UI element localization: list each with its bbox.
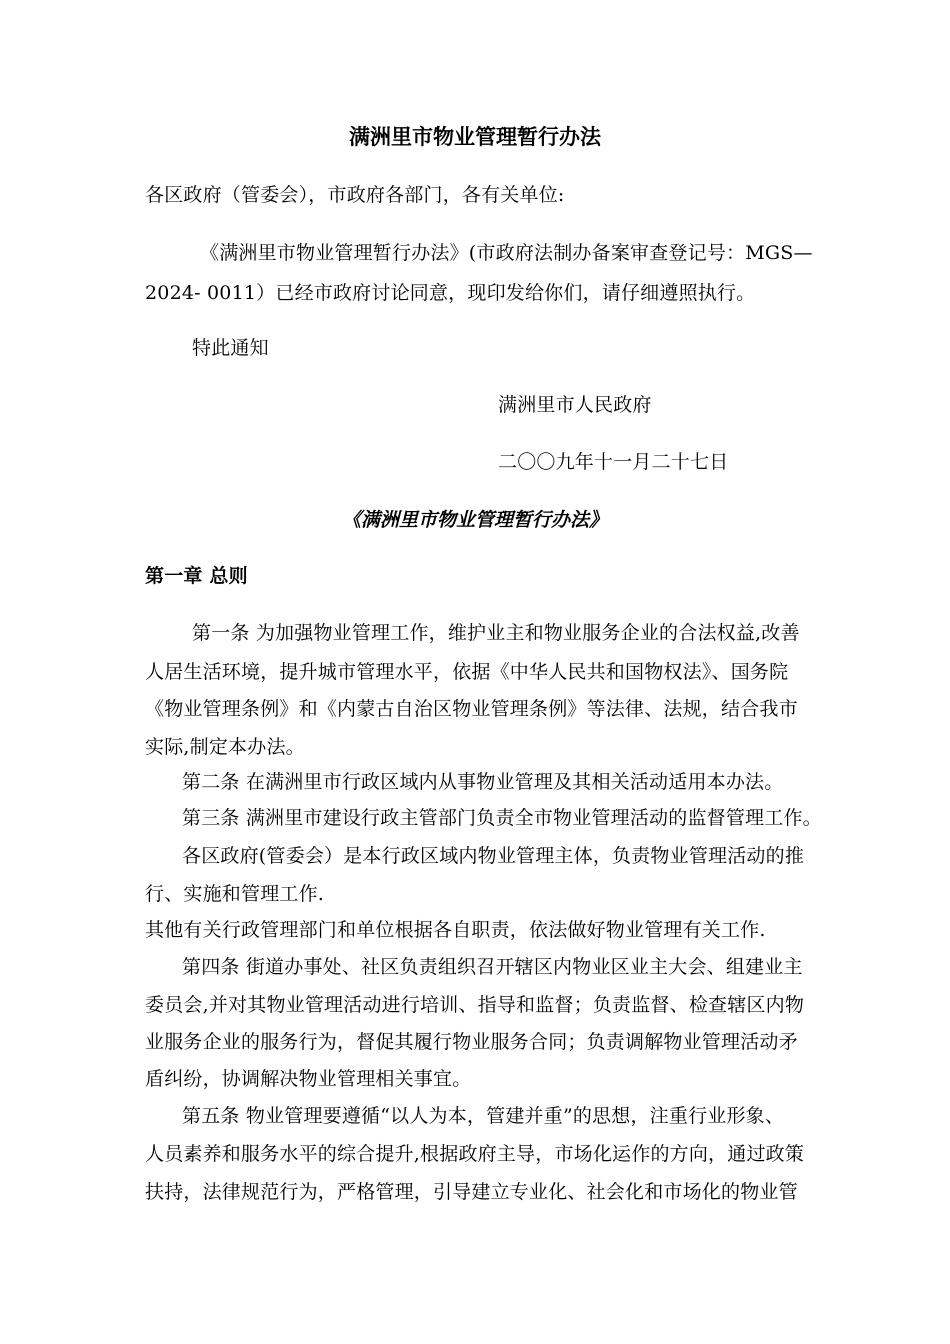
article-1-line: 实际,制定本办法。 xyxy=(145,736,305,758)
article-4-line: 业服务企业的服务行为，督促其履行物业服务合同；负责调解物业管理活动矛 xyxy=(145,1031,798,1053)
article-2: 第二条 在满洲里市行政区域内从事物业管理及其相关活动适用本办法。 xyxy=(182,771,784,793)
issuer: 满洲里市人民政府 xyxy=(498,394,652,416)
article-5-line: 扶持，法律规范行为，严格管理，引导建立专业化、社会化和市场化的物业管 xyxy=(145,1181,798,1203)
article-5-line: 第五条 物业管理要遵循“以人为本，管建并重”的思想，注重行业形象、 xyxy=(182,1105,785,1127)
notice-line-2: 2024- 0011）已经市政府讨论同意，现印发给你们，请仔细遵照执行。 xyxy=(145,282,756,304)
article-1-line: 第一条 为加强物业管理工作，维护业主和物业服务企业的合法权益,改善 xyxy=(192,622,800,644)
article-4-line: 委员会,并对其物业管理活动进行培训、指导和监督；负责监督、检查辖区内物 xyxy=(145,994,805,1016)
special-notice: 特此通知 xyxy=(192,337,269,359)
notice-line-1: 《满洲里市物业管理暂行办法》(市政府法制办备案审查登记号：MGS— xyxy=(200,242,813,264)
article-1-line: 《物业管理条例》和《内蒙古自治区物业管理条例》等法律、法规，结合我市 xyxy=(145,698,798,720)
article-5-line: 人员素养和服务水平的综合提升,根据政府主导，市场化运作的方向，通过政策 xyxy=(145,1143,805,1165)
article-3-para-2-line: 各区政府(管委会）是本行政区域内物业管理主体，负责物业管理活动的推 xyxy=(182,845,805,867)
salutation: 各区政府（管委会），市政府各部门，各有关单位: xyxy=(145,184,565,206)
article-1-line: 人居生活环境，提升城市管理水平，依据《中华人民共和国物权法》、国务院 xyxy=(145,661,789,683)
article-3-para-2-line: 行、实施和管理工作. xyxy=(145,883,325,905)
chapter-heading: 第一章 总则 xyxy=(145,565,248,587)
article-3: 第三条 满洲里市建设行政主管部门负责全市物业管理活动的监督管理工作。 xyxy=(182,807,822,829)
article-4-line: 第四条 街道办事处、社区负责组织召开辖区内物业区业主大会、组建业主 xyxy=(182,956,803,978)
issue-date: 二〇〇九年十一月二十七日 xyxy=(498,451,729,473)
document-subtitle: 《满洲里市物业管理暂行办法》 xyxy=(341,509,608,531)
article-3-para-3: 其他有关行政管理部门和单位根据各自职责，依法做好物业管理有关工作. xyxy=(145,919,766,941)
document-title: 满洲里市物业管理暂行办法 xyxy=(349,125,601,149)
article-4-line: 盾纠纷，协调解决物业管理相关事宜。 xyxy=(145,1068,472,1090)
